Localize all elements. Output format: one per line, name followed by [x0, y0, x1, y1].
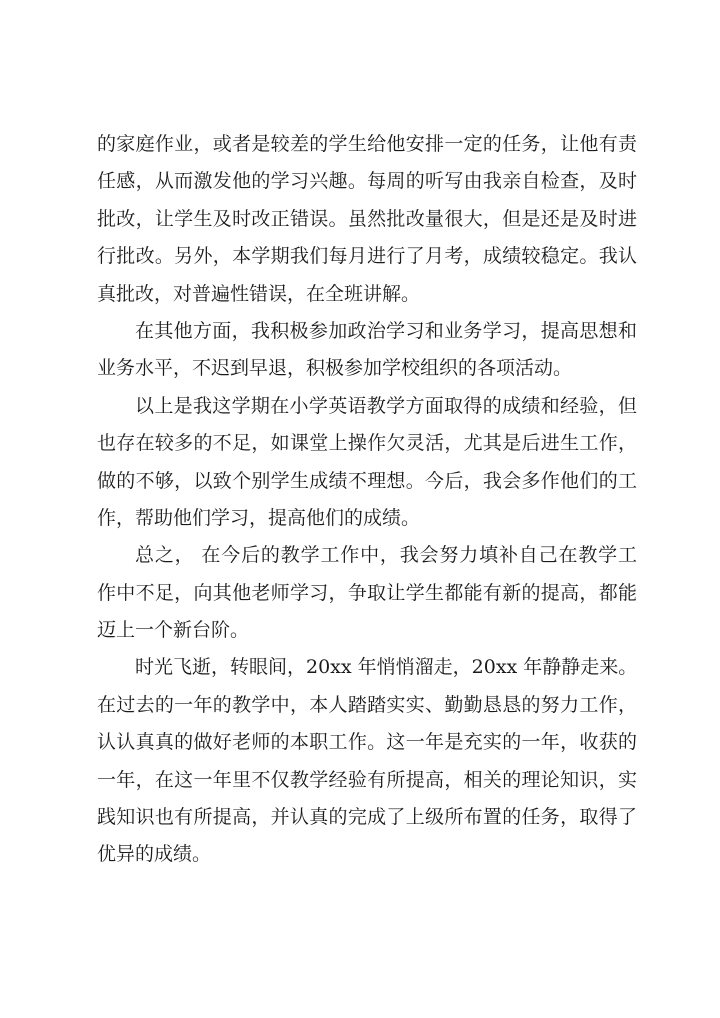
- text-line: 一年，在这一年里不仅教学经验有所提高，相关的理论知识，实: [97, 768, 637, 791]
- text-line: 作中不足，向其他老师学习，争取让学生都能有新的提高，都能: [97, 581, 637, 604]
- text-line: 迈上一个新台阶。: [97, 619, 250, 642]
- text-line: 行批改。另外，本学期我们每月进行了月考，成绩较稳定。我认: [97, 245, 637, 268]
- text-line: 在过去的一年的教学中，本人踏踏实实、勤勤恳恳的努力工作，: [97, 693, 637, 716]
- text-line: 践知识也有所提高，并认真的完成了上级所布置的任务，取得了: [97, 806, 637, 829]
- text-line: 真批改，对普遍性错误，在全班讲解。: [97, 282, 421, 305]
- text-line: 在其他方面，我积极参加政治学习和业务学习，提高思想和: [135, 319, 637, 342]
- text-line: 批改，让学生及时改正错误。虽然批改量很大，但是还是及时进: [97, 207, 637, 230]
- text-line: 业务水平，不迟到早退，积极参加学校组织的各项活动。: [97, 357, 573, 380]
- text-line: 总之， 在今后的教学工作中，我会努力填补自己在教学工: [135, 544, 637, 567]
- document-body: [97, 126, 637, 874]
- text-line: 以上是我这学期在小学英语教学方面取得的成绩和经验，但: [135, 394, 637, 417]
- text-line: 优异的成绩。: [97, 843, 212, 866]
- text-line: 时光飞逝，转眼间，20xx 年悄悄溜走，20xx 年静静走来。: [135, 656, 638, 679]
- text-line: 的家庭作业，或者是较差的学生给他安排一定的任务，让他有责: [97, 133, 637, 155]
- text-line: 作，帮助他们学习，提高他们的成绩。: [97, 506, 421, 529]
- text-line: 任感，从而激发他的学习兴趣。每周的听写由我亲自检查，及时: [97, 170, 637, 193]
- text-line: 认认真真的做好老师的本职工作。这一年是充实的一年，收获的: [97, 731, 637, 754]
- text-line: 也存在较多的不足，如课堂上操作欠灵活，尤其是后进生工作，: [97, 432, 637, 455]
- text-line: 做的不够，以致个别学生成绩不理想。今后，我会多作他们的工: [97, 469, 637, 492]
